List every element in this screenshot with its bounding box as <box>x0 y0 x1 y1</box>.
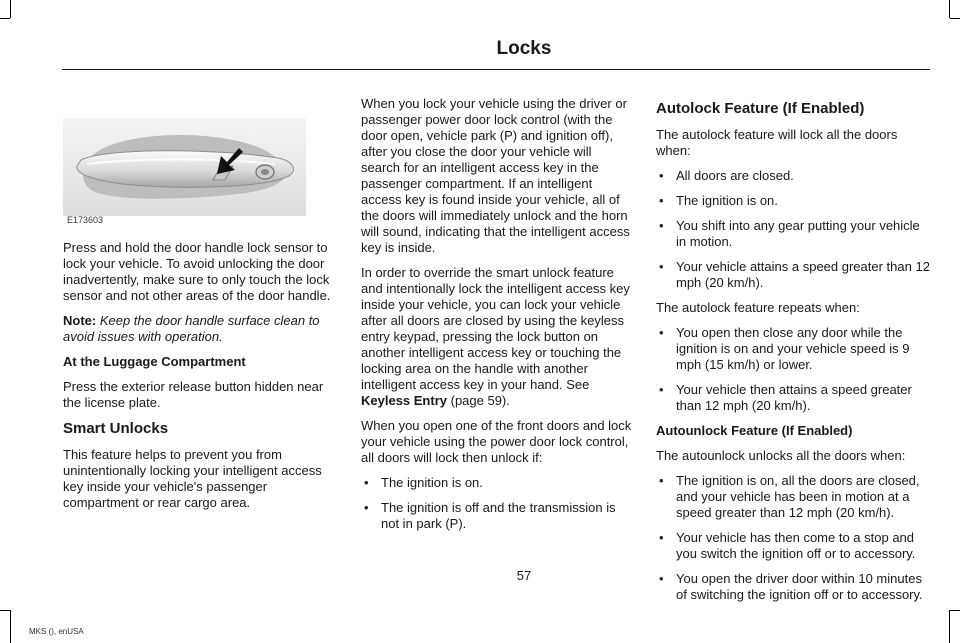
repeat-list <box>656 325 932 414</box>
note-label: Note: <box>63 313 97 328</box>
model-code: MKS (), enUSA <box>29 627 84 636</box>
page-title: Locks <box>496 38 552 59</box>
door-handle-illustration <box>63 118 306 226</box>
note-text: Keep the door handle surface clean to avoid issues with operation. <box>63 313 320 344</box>
door-handle-figure <box>63 118 306 226</box>
list-item: • You shift into any gear putting your vehicle in motion. <box>656 218 932 250</box>
list-item: • Your vehicle then attains a speed greater than 12 mph (20 km/h). <box>656 382 932 414</box>
override-text: In order to override the smart unlock feature and intentionally lock the intelligent access key inside your vehicle, you can lock your vehicle after all doors are closed by using the keyless entry keypad, pressing the lock button on another intelligent access key or touching the locking area on the handle with another intelligent access key in your hand. See <box>361 265 630 392</box>
luggage-heading: At the Luggage Compartment <box>63 354 246 369</box>
list-item: • Your vehicle attains a speed greater than 12 mph (20 km/h). <box>656 259 932 291</box>
crop-mark <box>0 18 10 19</box>
autolock-list <box>656 168 932 291</box>
crop-mark <box>10 0 11 18</box>
list-item: • The ignition is on. <box>656 193 932 209</box>
smart-unlocks-heading: Smart Unlocks <box>63 420 169 437</box>
list-item: • Your vehicle has then come to a stop and you switch the ignition off or to accessory. <box>656 530 932 562</box>
crop-mark <box>950 18 960 19</box>
override-paragraph <box>361 265 633 409</box>
keyless-entry-link[interactable]: Keyless Entry <box>361 393 447 408</box>
list-item: • You open the driver door within 10 minutes of switching the ignition off or to accessory. <box>656 571 932 603</box>
luggage-paragraph: Press the exterior release button hidden near the license plate. <box>63 379 324 410</box>
unlock-conditions-list <box>361 475 633 532</box>
repeat-intro: The autolock feature repeats when: <box>656 300 860 315</box>
autolock-intro: The autolock feature will lock all the doors when: <box>656 127 898 158</box>
page-reference: (page 59). <box>447 393 510 408</box>
column-1 <box>63 96 339 520</box>
crop-mark <box>949 610 950 643</box>
crop-mark <box>950 610 960 611</box>
crop-mark <box>949 0 950 18</box>
autounlock-heading: Autounlock Feature (If Enabled) <box>656 423 853 438</box>
autounlock-list <box>656 473 932 603</box>
figure-label: E173603 <box>67 215 104 225</box>
column-3 <box>656 96 932 612</box>
smart-unlocks-paragraph: This feature helps to prevent you from unintentionally locking your intelligent access key inside your vehicle's passenger compartment or rear cargo area. <box>63 447 322 510</box>
front-door-paragraph: When you open one of the front doors and lock your vehicle using the power door lock control, all doors will lock then unlock if: <box>361 418 632 465</box>
header-rule <box>62 69 930 70</box>
note-paragraph <box>63 313 339 345</box>
list-item: • You open then close any door while the ignition is on and your vehicle speed is 9 mph (15 km/h) or lower. <box>656 325 932 373</box>
list-item: • The ignition is on. <box>361 475 633 491</box>
list-item: • The ignition is on, all the doors are closed, and your vehicle has been in motion at a speed greater than 12 mph (20 km/h). <box>656 473 932 521</box>
list-item: • The ignition is off and the transmission is not in park (P). <box>361 500 633 532</box>
lock-sensor-paragraph: Press and hold the door handle lock sensor to lock your vehicle. To avoid unlocking the door inadvertently, make sure to only touch the lock sensor and not other areas of the door handle. <box>63 240 331 303</box>
list-item: • All doors are closed. <box>656 168 932 184</box>
smart-unlock-search-paragraph: When you lock your vehicle using the driver or passenger power door lock control (with the door open, vehicle park (P) and ignition off), after you close the door your vehicle will search for an intelligent access key in the passenger compartment. If an intelligent access key is found inside your vehicle, all of the doors will immediately unlock and the horn will sound, indicating that the intelligent access key is inside. <box>361 96 630 255</box>
autounlock-intro: The autounlock unlocks all the doors when: <box>656 448 906 463</box>
page-number: 57 <box>516 568 532 583</box>
crop-mark <box>0 610 10 611</box>
autolock-heading: Autolock Feature (If Enabled) <box>656 100 865 117</box>
column-2 <box>361 96 633 541</box>
crop-mark <box>10 610 11 643</box>
